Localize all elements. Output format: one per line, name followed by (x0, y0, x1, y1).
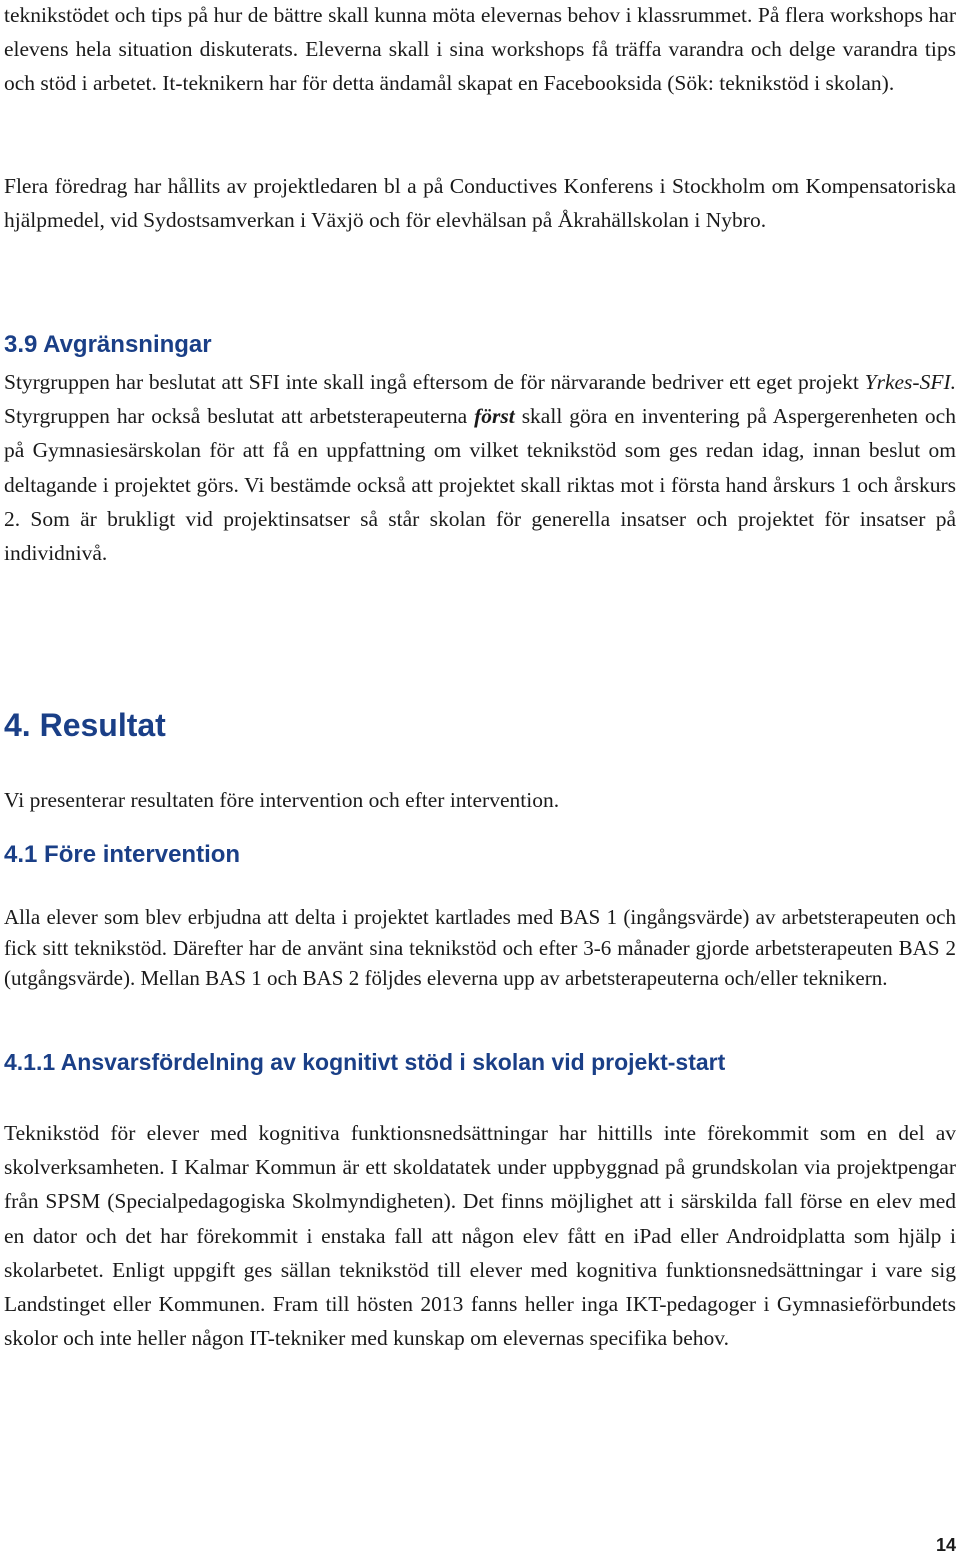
section-4-1-heading: 4.1 Före intervention (4, 841, 241, 868)
section-3-9-italic-term: Yrkes-SFI. (864, 370, 956, 394)
section-3-9-text-part3: skall göra en inventering på Aspergerenheten och på Gymnasiesärskolan för att få en uppfattning om vilket teknikstöd som ges redan idag, innan beslut om deltagande i projektet görs. Vi bestämde också att projektet skall riktas mot i första hand årskurs 1 och årskurs 2. Som är brukligt vid projektinsatser så står skolan för generella insatser och projektet för insatser på individnivå. (4, 404, 956, 566)
document-page (4, 0, 956, 1556)
page-number: 14 (935, 1535, 956, 1555)
section-4-1-1-paragraph: Teknikstöd för elever med kognitiva funktionsnedsättningar har hittills inte förekommit som en del av skolverksamheten. I Kalmar Kommun är ett skoldatatek under uppbyggnad på grundskolan via projektpengar från SPSM (Specialpedagogiska Skolmyndigheten). Det finns möjlighet att i särskilda fall förse en elev med en dator och det har förekommit i enstaka fall att någon elev fått en iPad eller Androidplatta som hjälp i skolarbetet. Enligt uppgift ges sällan teknikstöd till elever med kognitiva funktionsnedsättningar i vare sig Landstinget eller Kommunen. Fram till hösten 2013 fanns heller inga IKT-pedagoger i Gymnasieförbundets skolor och inte heller någon IT-tekniker med kunskap om elevernas specifika behov. (4, 1121, 956, 1351)
section-3-9-emphasis: först (474, 404, 515, 429)
intro-paragraph: teknikstödet och tips på hur de bättre skall kunna möta elevernas behov i klassrummet. På flera workshops har elevens hela situation diskuterats. Eleverna skall i sina workshops få träffa varandra och delge varandra tips och stöd i arbetet. It-teknikern har för detta ändamål skapat en Facebooksida (Sök: teknikstöd i skolan). (4, 3, 956, 96)
section-3-9-text-part1: Styrgruppen har beslutat att SFI inte skall ingå eftersom de för närvarande bedriver ett eget projekt (4, 370, 865, 394)
section-4-paragraph: Vi presenterar resultaten före intervention och efter intervention. (4, 788, 560, 812)
lectures-paragraph: Flera föredrag har hållits av projektledaren bl a på Conductives Konferens i Stockholm om Kompensatoriska hjälpmedel, vid Sydostsamverkan i Växjö och för elevhälsan på Åkrahällskolan i Nybro. (4, 174, 956, 233)
section-4-1-paragraph: Alla elever som blev erbjudna att delta i projektet kartlades med BAS 1 (ingångsvärde) av arbetsterapeuten och fick sitt teknikstöd. Därefter har de använt sina teknikstöd och efter 3-6 månader gjorde arbetsterapeuten BAS 2 (utgångsvärde). Mellan BAS 1 och BAS 2 följdes eleverna upp av arbetsterapeuterna och/eller teknikern. (4, 905, 956, 990)
section-3-9-paragraph (4, 365, 956, 570)
section-3-9-heading: 3.9 Avgränsningar (4, 331, 212, 358)
section-4-heading: 4. Resultat (4, 707, 166, 743)
section-4-1-1-heading: 4.1.1 Ansvarsfördelning av kognitivt stöd i skolan vid projekt-start (4, 1049, 726, 1075)
section-3-9-text-part2: Styrgruppen har också beslutat att arbetsterapeuterna (4, 404, 475, 429)
